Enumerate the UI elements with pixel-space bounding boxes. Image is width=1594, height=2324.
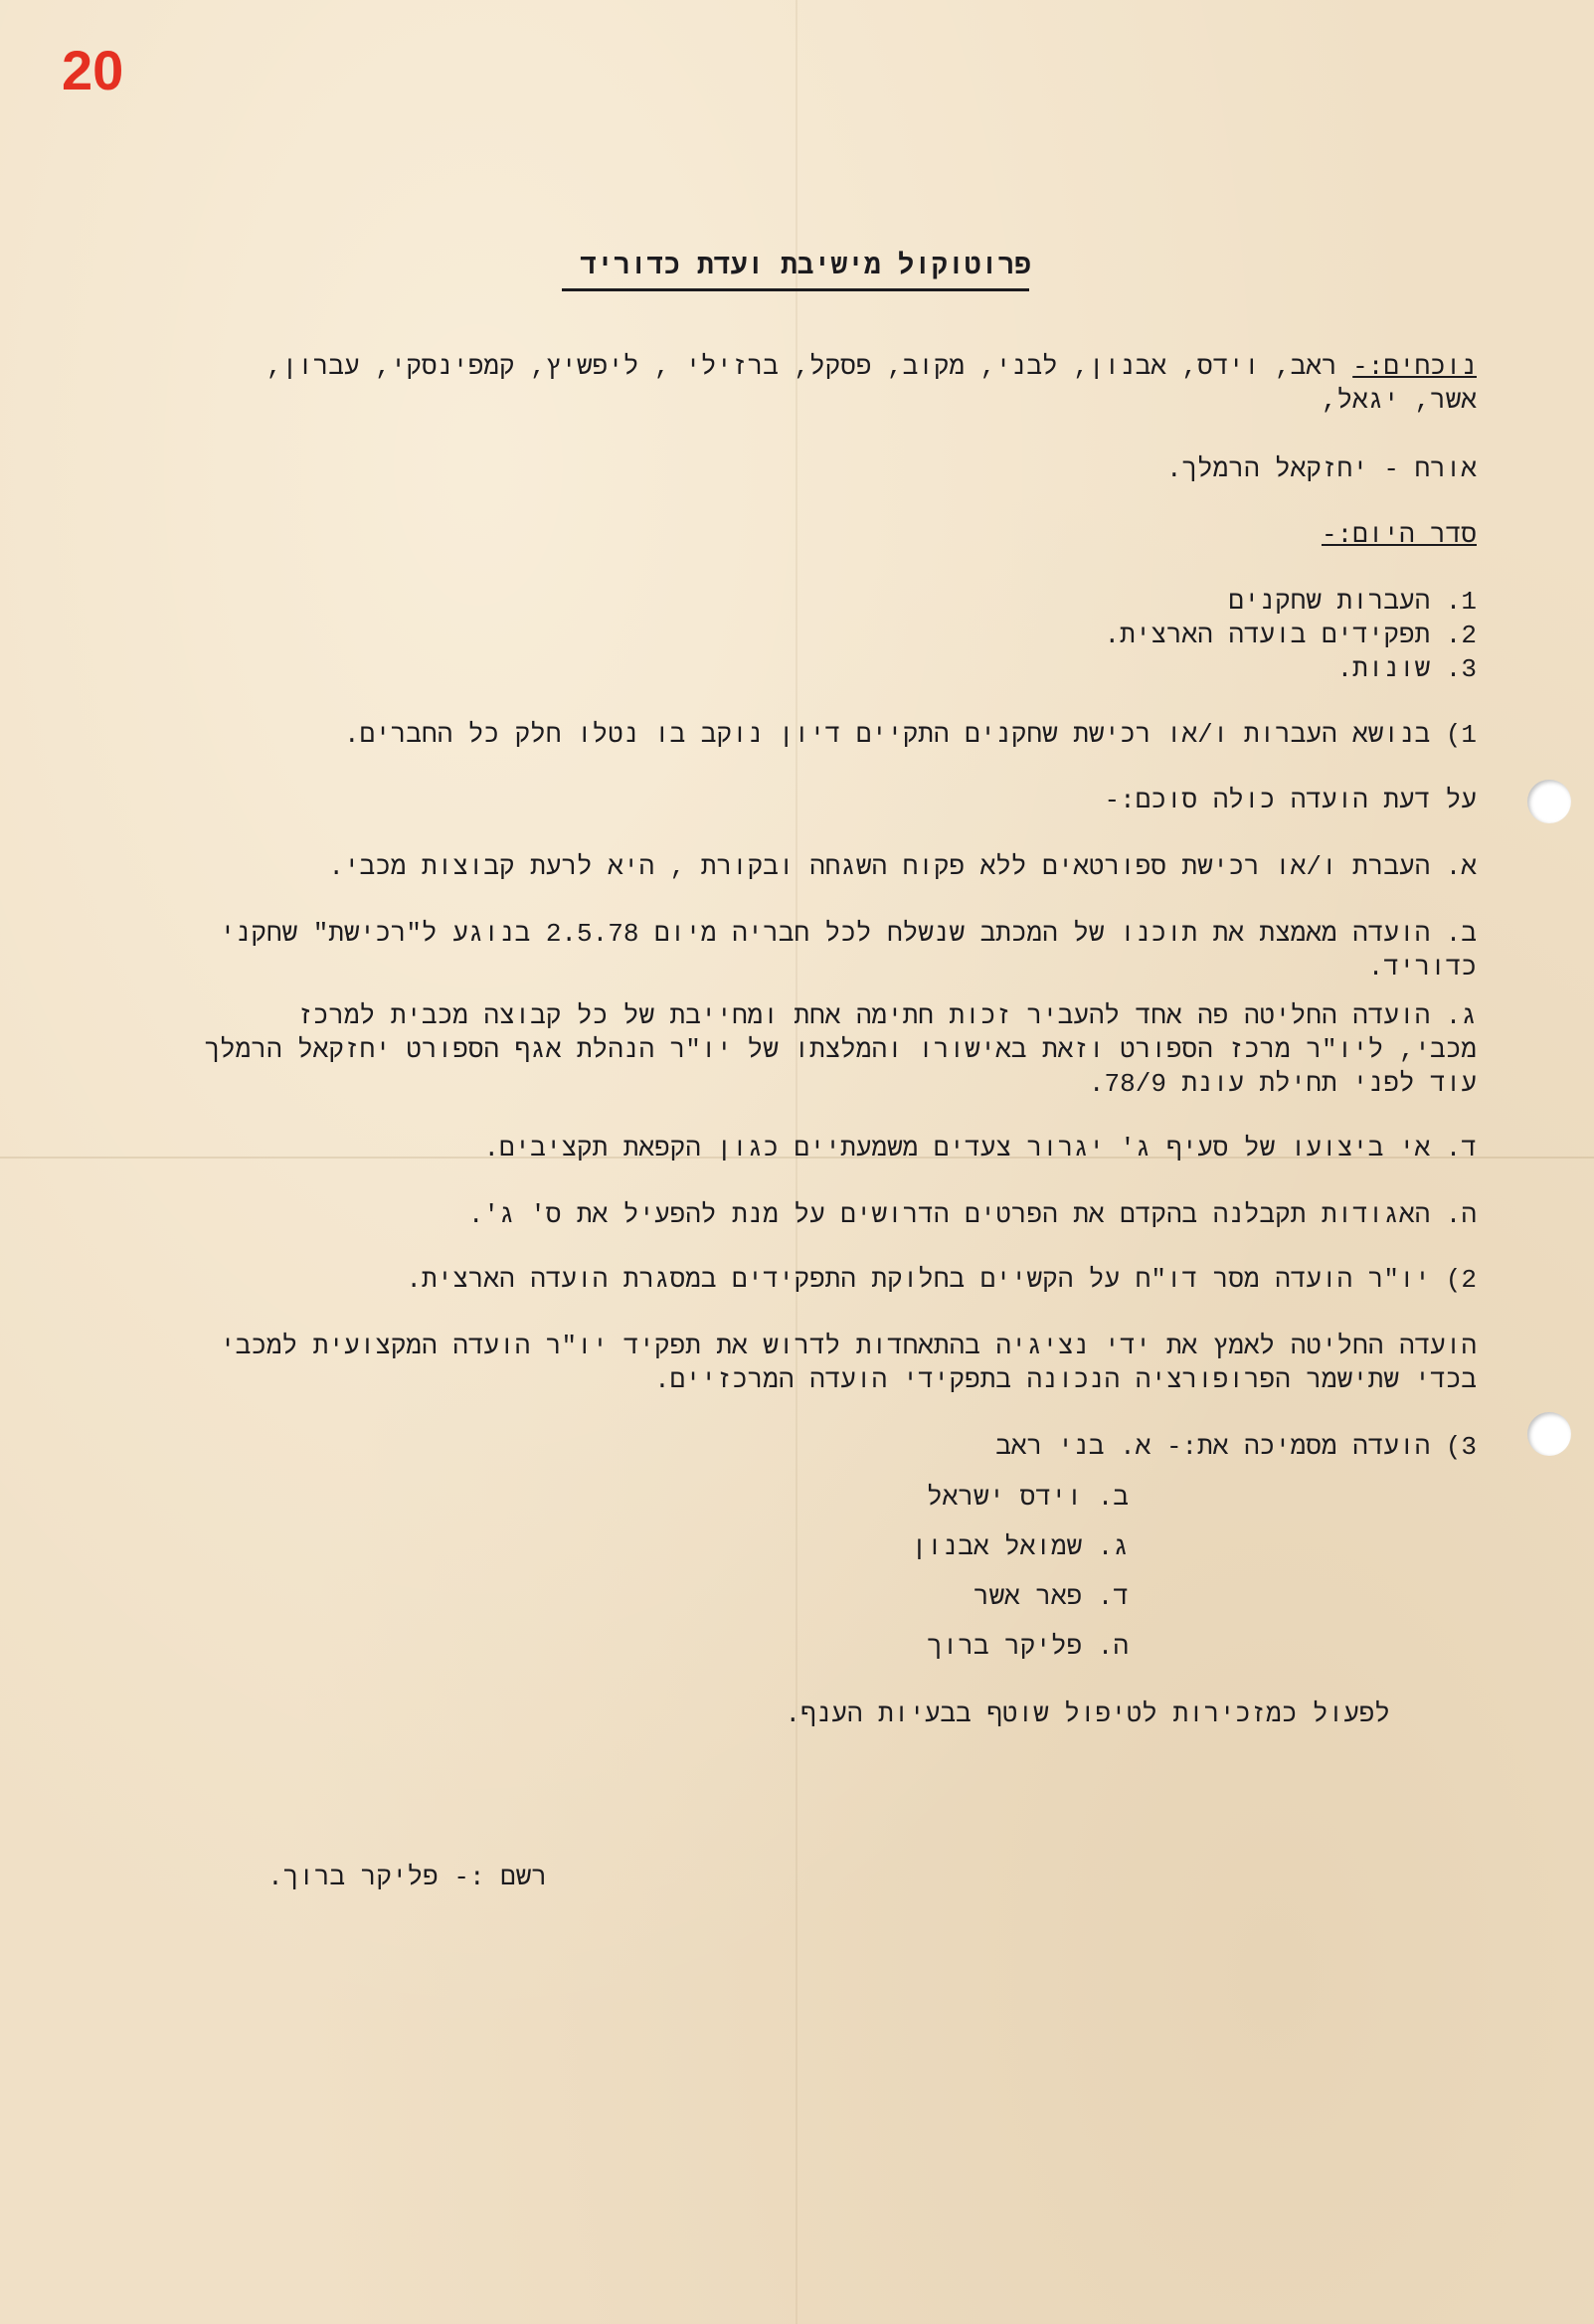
item-c-line-1: ג. הועדה החליטה פה אחד להעביר זכות חתימה אחת ומחייבת של כל קבוצה מכבית למרכז: [297, 1001, 1477, 1031]
agenda-item: 1. העברות שחקנים: [1228, 587, 1477, 617]
item-a: א. העברת ו/או רכישת ספורטאים ללא פקוח השגחה ובקורת , היא לרעת קבוצות מכבי.: [328, 852, 1477, 882]
item-c-line-3: עוד לפני תחילת עונת 78/9.: [1088, 1069, 1477, 1099]
item-b-line-2: כדוריד.: [1367, 953, 1477, 983]
section-3-purpose: לפעול כמזכירות לטיפול שוטף בבעיות הענף.: [785, 1699, 1390, 1729]
document-title: פרוטוקול מישיבת ועדת כדוריד: [580, 252, 1031, 282]
section-2-decision-line-2: בכדי שתישמר הפרופורציה הנכונה בתפקידי הועדה המרכזיים.: [654, 1365, 1477, 1395]
page-number: 20: [62, 39, 124, 101]
punch-hole-icon: [1527, 1412, 1571, 1456]
nominee-item: ב. וידס ישראל: [927, 1483, 1129, 1513]
item-c-line-2: מכבי, ליו"ר מרכז הספורט וזאת באישורו והמלצתו של יו"ר הנהלת אגף הספורט יחזקאל הרמלך: [204, 1035, 1477, 1065]
agenda-item: 2. תפקידים בועדה הארצית.: [1104, 621, 1477, 650]
attendees-line-1: [266, 350, 1477, 384]
attendees-label: נוכחים:-: [1352, 352, 1477, 382]
title-underline: [562, 288, 1029, 291]
item-e: ה. האגודות תקבלנה בהקדם את הפרטים הדרושים על מנת להפעיל את ס' ג'.: [467, 1200, 1477, 1230]
item-d: ד. אי ביצועו של סעיף ג' יגרור צעדים משמעתיים כגון הקפאת תקציבים.: [483, 1134, 1477, 1163]
guest-line: אורח - יחזקאל הרמלך.: [1165, 454, 1477, 484]
attendees-line-2: אשר, יגאל,: [1321, 386, 1477, 416]
nominee-item: ד. פאר אשר: [973, 1582, 1129, 1612]
section-3-intro: 3) הועדה מסמיכה את:- א. בני ראב: [995, 1432, 1477, 1462]
nominee-item: ה. פליקר ברוך: [927, 1632, 1129, 1662]
nominee-item: ג. שמואל אבנון: [911, 1532, 1129, 1562]
item-b-line-1: ב. הועדה מאמצת את תוכנו של המכתב שנשלח לכל חבריה מיום 2.5.78 בנוגע ל"רכישת" שחקני: [220, 919, 1477, 949]
consensus-line: על דעת הועדה כולה סוכם:-: [1104, 786, 1477, 815]
agenda-item: 3. שונות.: [1336, 654, 1477, 684]
recorded-by: רשם :- פליקר ברוך.: [267, 1863, 547, 1892]
section-1: 1) בנושא העברות ו/או רכישת שחקנים התקיים דיון נוקב בו נטלו חלק כל החברים.: [344, 720, 1477, 750]
agenda-list: [1105, 585, 1477, 686]
section-2-decision-line-1: הועדה החליטה לאמץ את ידי נציגיה בהתאחדות לדרוש את תפקיד יו"ר הועדה המקצועית למכבי: [220, 1332, 1477, 1361]
agenda-label: סדר היום:-: [1321, 520, 1477, 550]
section-2: 2) יו"ר הועדה מסר דו"ח על הקשיים בחלוקת התפקידים במסגרת הועדה הארצית.: [406, 1265, 1477, 1295]
attendees-names: ראב, וידס, אבנון, לבני, מקוב, פסקל, ברזילי , ליפשיץ, קמפינסקי, עברון,: [266, 352, 1337, 382]
punch-hole-icon: [1527, 780, 1571, 823]
